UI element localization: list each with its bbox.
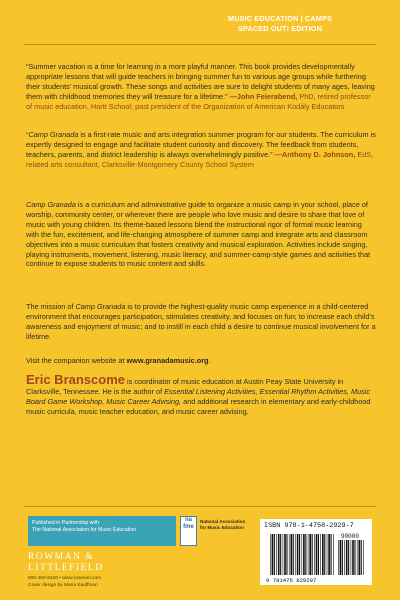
- quote-feierabend: [26, 62, 376, 112]
- quote-text: “Summer vacation is a time for learning in a more playful manner. This book provides developmentally appropriate lessons that will guide teachers in bringing summer fun to various age groups while furthering their students’ musical growth. These songs and activities are sure to delight students of many ages, leaving them with childhood memories they will treasure for a lifetime.”: [26, 62, 375, 101]
- barcode-bar: [280, 534, 281, 575]
- quote-credentials: PhD, retired professor of music education, Hartt School; past president of the Organization of American Kodály Educators: [26, 91, 371, 111]
- category-line-2: SPACED OUT! EDITION: [238, 24, 322, 33]
- barcode-bar: [327, 534, 328, 575]
- barcode-bar: [331, 534, 332, 575]
- bottom-divider: [24, 506, 376, 507]
- quote-book-title: Camp Granada: [28, 130, 79, 139]
- barcode-bar: [361, 540, 362, 575]
- barcode-bar: [352, 540, 354, 575]
- quote-credentials: EdS, related arts consultant, Clarksville-Montgomery County School System: [26, 149, 374, 169]
- partner-line-2: The National Association for Music Education: [32, 527, 137, 533]
- bio-books: Essential Listening Activities, Essential Rhythm Activities, Music Board Game Workshop, Music Career Advising,: [26, 386, 371, 406]
- barcode-bar: [274, 534, 275, 575]
- barcode-bar: [348, 540, 349, 575]
- barcode-bar: [283, 534, 284, 575]
- barcode-bar: [291, 534, 293, 575]
- bio-text-1: is coordinator of music education at Austin Peay State University in Clarksville, Tennessee. He is the author of: [26, 377, 344, 396]
- barcode-bar: [324, 534, 325, 575]
- barcode-bar: [363, 540, 364, 575]
- barcode-bar: [270, 534, 271, 575]
- barcode-bar: [338, 540, 339, 575]
- mission-statement: [26, 302, 376, 342]
- publisher-phone: 800-462-6420 • www.rowman.com: [28, 576, 102, 581]
- barcode-bar: [308, 534, 309, 575]
- open-quote: “: [26, 130, 29, 139]
- category-line-1: MUSIC EDUCATION | CAMPS: [228, 14, 332, 23]
- barcode-icon: [264, 532, 368, 584]
- barcode-bar: [328, 534, 330, 575]
- barcode-bar: [340, 540, 342, 575]
- barcode-bar: [309, 534, 311, 575]
- barcode-bar: [299, 534, 300, 575]
- barcode-bar: [303, 534, 305, 575]
- nafme-logo-top: na: [184, 517, 192, 523]
- quote-text: is a first-rate music and arts integration summer program for our students. The curriculum is expertly designed to engage and facilitate student curiosity and discovery. The feedback from students, teachers, parents, and district leadership is always overwhelmingly positive.”: [26, 130, 376, 159]
- barcode-bar: [293, 534, 294, 575]
- bio-text-2: and additional research in elementary and early-childhood music curricula, music teacher education, and music career advising.: [26, 396, 371, 416]
- website-prefix: Visit the companion website at: [26, 356, 127, 365]
- website-suffix: .: [208, 356, 211, 365]
- author-name: Eric Branscome: [26, 372, 125, 387]
- publisher-logo: [28, 552, 178, 574]
- barcode-bar: [359, 540, 361, 575]
- mission-prefix: The mission of: [26, 302, 76, 311]
- barcode-bar: [342, 540, 343, 575]
- barcode-bar: [318, 534, 319, 575]
- publisher-line-1: ROWMAN &: [28, 552, 95, 562]
- barcode-bar: [295, 534, 296, 575]
- book-description: [26, 200, 376, 269]
- barcode-bar: [278, 534, 280, 575]
- category-label: [220, 14, 340, 34]
- author-bio: [26, 374, 376, 417]
- partner-line-1: Published in Partnership with: [32, 520, 99, 526]
- barcode-bar: [272, 534, 274, 575]
- mission-text: is to provide the highest-quality music camp experience in a child-centered environment that encourages participation, stimulates creativity, and focuses on fun; to increase each child’s awareness and enjoyment of music; and to instill in each child a desire to continue musical involvement for a lifetime.: [26, 302, 376, 341]
- barcode-bar: [314, 534, 315, 575]
- quote-johnson: [26, 130, 376, 170]
- barcode-bar: [286, 534, 287, 575]
- publisher-line-2: LITTLEFIELD: [28, 563, 104, 573]
- barcode-bar: [320, 534, 321, 575]
- barcode-bar: [305, 534, 306, 575]
- barcode-bar: [284, 534, 286, 575]
- quote-author: —John Feierabend,: [229, 91, 298, 101]
- barcode-bar: [322, 534, 324, 575]
- barcode-block: [260, 519, 372, 585]
- barcode-bar: [302, 534, 303, 575]
- barcode-bar: [276, 534, 277, 575]
- barcode-bar: [333, 534, 334, 575]
- nafme-logo-bottom: fme: [183, 524, 194, 530]
- description-book-title: Camp Granada: [26, 200, 76, 209]
- partnership-text: [32, 520, 172, 534]
- quote-author: —Anthony D. Johnson,: [274, 149, 356, 159]
- price-code: 90000: [340, 533, 360, 540]
- companion-website: [26, 356, 376, 366]
- barcode-bar: [357, 540, 358, 575]
- nafme-logo: [180, 516, 197, 546]
- isbn-label: ISBN 978-1-4758-2929-7: [264, 522, 354, 530]
- barcode-bar: [316, 534, 318, 575]
- website-link[interactable]: www.granadamusic.org: [126, 356, 209, 365]
- partnership-banner: [28, 516, 176, 546]
- barcode-bar: [351, 540, 352, 575]
- barcode-bar: [312, 534, 313, 575]
- barcode-bar: [354, 540, 355, 575]
- publisher-contact: [28, 576, 178, 589]
- barcode-bar: [344, 540, 345, 575]
- cover-design-credit: Cover design by Maria Kauffman: [28, 582, 98, 588]
- top-divider: [24, 44, 376, 45]
- barcode-bar: [346, 540, 348, 575]
- barcode-bar: [297, 534, 299, 575]
- mission-book-title: Camp Granada: [75, 302, 126, 311]
- barcode-bar: [289, 534, 290, 575]
- barcode-digits: 9 781475 829297: [266, 577, 317, 584]
- description-text: is a curriculum and administrative guide to organize a music camp in your school, place of worship, community center, or wherever there are people who love music and desire to share that love of music with young children. Its theme-based lessons blend the instructional rigor of formal music learning with the fun, excitement, and life-changing atmosphere of summer camp and integrate arts and classroom objectives into a music curriculum that fosters creativity and musical exploration. Activities include singing, playing instruments, movement, listening, music literacy, and summer-camp-style games and activities that continue to expose students to music content and skills.: [26, 200, 371, 269]
- nafme-name: National Association for Music Education: [200, 519, 246, 530]
